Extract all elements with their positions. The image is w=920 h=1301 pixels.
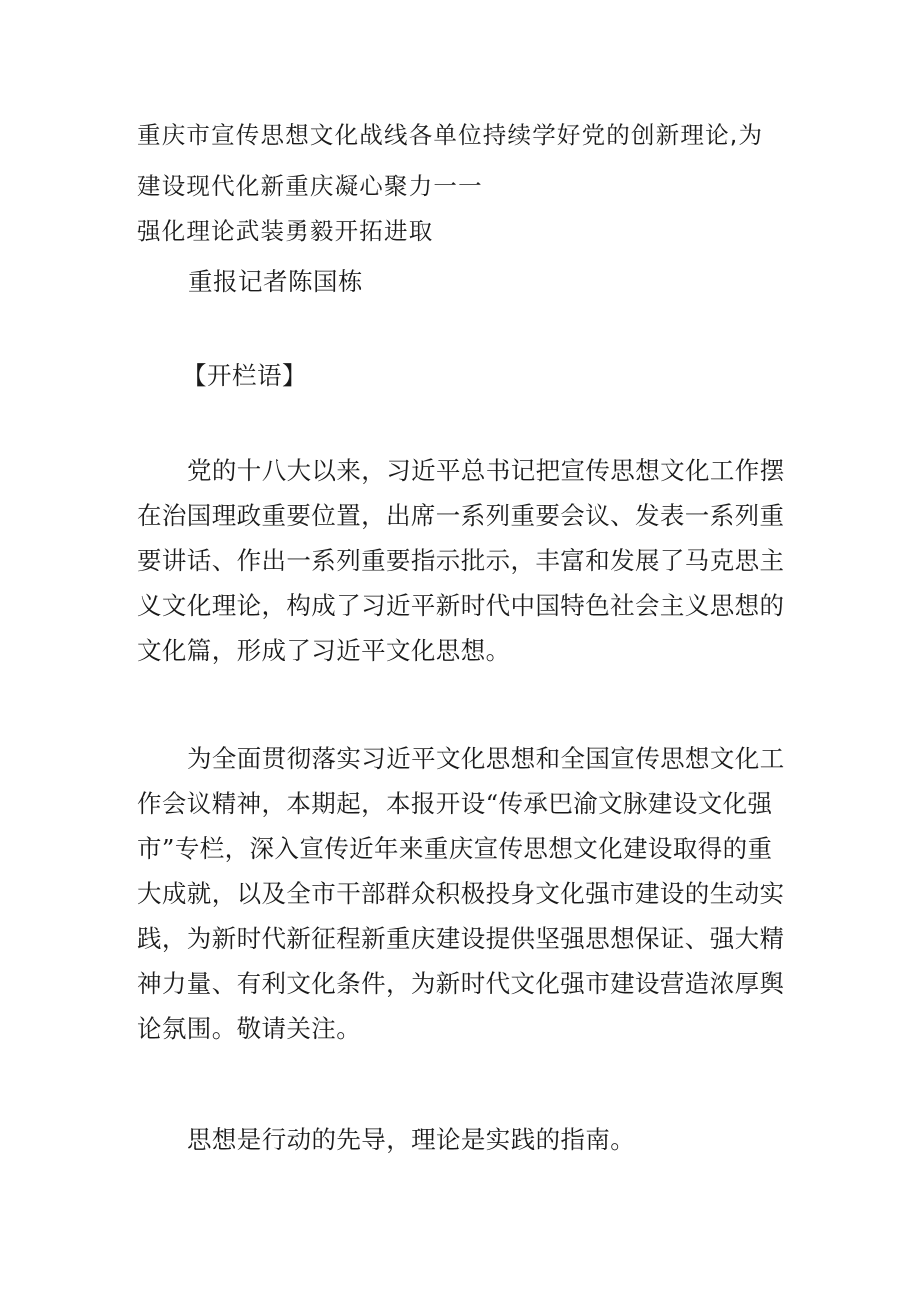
- byline: 重报记者陈国栋: [188, 267, 363, 296]
- paragraph-line: 文化篇，形成了习近平文化思想。: [137, 636, 511, 665]
- paragraph-line: 党的十八大以来，习近平总书记把宣传思想文化工作摆: [187, 456, 785, 485]
- column-label: 【开栏语】: [182, 361, 307, 390]
- article-title-line-3: 强化理论武装勇毅开拓进取: [137, 217, 434, 245]
- paragraph-line: 要讲话、作出一系列重要指示批示，丰富和发展了马克思主: [137, 546, 785, 575]
- paragraph-line: 大成就，以及全市干部群众积极投身文化强市建设的生动实: [137, 879, 785, 908]
- paragraph-line: 神力量、有利文化条件，为新时代文化强市建设营造浓厚舆: [137, 969, 785, 998]
- paragraph-line: 论氛围。敬请关注。: [137, 1014, 362, 1043]
- paragraph-line: 思想是行动的先导，理论是实践的指南。: [187, 1125, 636, 1154]
- paragraph-line: 践，为新时代新征程新重庆建设提供坚强思想保证、强大精: [137, 924, 785, 953]
- paragraph-1: [137, 448, 787, 673]
- paragraph-line: 作会议精神，本期起，本报开设“传承巴渝文脉建设文化强: [137, 789, 773, 818]
- paragraph-3: [137, 1117, 787, 1162]
- paragraph-line: 为全面贯彻落实习近平文化思想和全国宣传思想文化工: [187, 744, 785, 773]
- article-title-line-1: 重庆市宣传思想文化战线各单位持续学好党的创新理论,为: [137, 121, 764, 149]
- paragraph-line: 市”专栏，深入宣传近年来重庆宣传思想文化建设取得的重: [137, 834, 773, 863]
- paragraph-line: 义文化理论，构成了习近平新时代中国特色社会主义思想的: [137, 591, 785, 620]
- paragraph-2: [137, 736, 787, 1051]
- paragraph-line: 在治国理政重要位置，出席一系列重要会议、发表一系列重: [137, 501, 785, 530]
- article-title-line-2: 建设现代化新重庆凝心聚力一一: [137, 172, 483, 200]
